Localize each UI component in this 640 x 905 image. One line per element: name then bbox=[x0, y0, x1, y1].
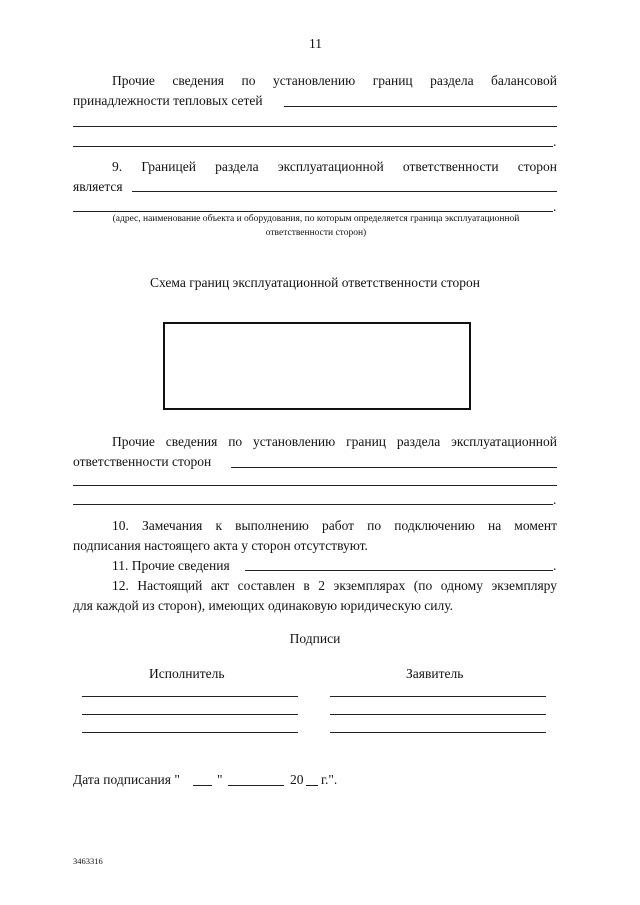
page-number: 11 bbox=[309, 36, 322, 51]
paragraph-9-line1: 9. Границей раздела эксплуатационной ответственности сторон bbox=[112, 159, 557, 174]
date-day-blank bbox=[193, 785, 212, 786]
fill-line bbox=[73, 211, 553, 212]
caption-line2: ответственности сторон) bbox=[265, 228, 367, 238]
scheme-box bbox=[163, 322, 471, 410]
period: . bbox=[553, 199, 557, 214]
paragraph-11: 11. Прочие сведения bbox=[112, 558, 230, 573]
paragraph-12-line1: 12. Настоящий акт составлен в 2 экземплярах (по одному экземпляру bbox=[112, 578, 557, 593]
scheme-title: Схема границ эксплуатационной ответственности сторон bbox=[149, 275, 480, 290]
date-year-blank bbox=[306, 785, 318, 786]
period: . bbox=[553, 492, 557, 507]
fill-line bbox=[231, 467, 557, 468]
signature-line-right bbox=[330, 732, 546, 733]
signatures-title: Подписи bbox=[289, 631, 341, 646]
date-month-blank bbox=[228, 785, 284, 786]
fill-line bbox=[73, 126, 557, 127]
date-year-prefix: 20 bbox=[290, 772, 304, 787]
date-suffix: г.". bbox=[321, 772, 338, 787]
signature-line-left bbox=[82, 714, 298, 715]
footer-code: 3463316 bbox=[73, 856, 103, 866]
signature-applicant-label: Заявитель bbox=[406, 666, 464, 681]
paragraph-10-line1: 10. Замечания к выполнению работ по подключению на момент bbox=[112, 518, 557, 533]
fill-line bbox=[284, 106, 557, 107]
paragraph-balance-line1: Прочие сведения по установлению границ раздела балансовой bbox=[112, 73, 557, 88]
fill-line bbox=[132, 191, 557, 192]
signature-line-right bbox=[330, 714, 546, 715]
period: . bbox=[553, 134, 557, 149]
fill-line bbox=[73, 485, 557, 486]
fill-line bbox=[245, 570, 553, 571]
signature-line-left bbox=[82, 732, 298, 733]
paragraph-balance-line2: принадлежности тепловых сетей bbox=[73, 93, 263, 108]
signature-line-right bbox=[330, 696, 546, 697]
paragraph-12-line2: для каждой из сторон), имеющих одинаковую юридическую силу. bbox=[73, 598, 454, 613]
fill-line bbox=[73, 504, 553, 505]
paragraph-9-line2: является bbox=[73, 179, 123, 194]
period: . bbox=[553, 558, 557, 573]
signature-line-left bbox=[82, 696, 298, 697]
paragraph-operational-line2: ответственности сторон bbox=[73, 454, 212, 469]
date-label: Дата подписания " bbox=[73, 772, 180, 787]
paragraph-10-line2: подписания настоящего акта у сторон отсутствуют. bbox=[73, 538, 368, 553]
paragraph-operational-line1: Прочие сведения по установлению границ раздела эксплуатационной bbox=[112, 434, 557, 449]
fill-line bbox=[73, 146, 553, 147]
date-quote-close: " bbox=[217, 772, 223, 787]
signature-executor-label: Исполнитель bbox=[149, 666, 225, 681]
caption-line1: (адрес, наименование объекта и оборудования, по которым определяется граница эксплуатационной bbox=[112, 214, 520, 224]
